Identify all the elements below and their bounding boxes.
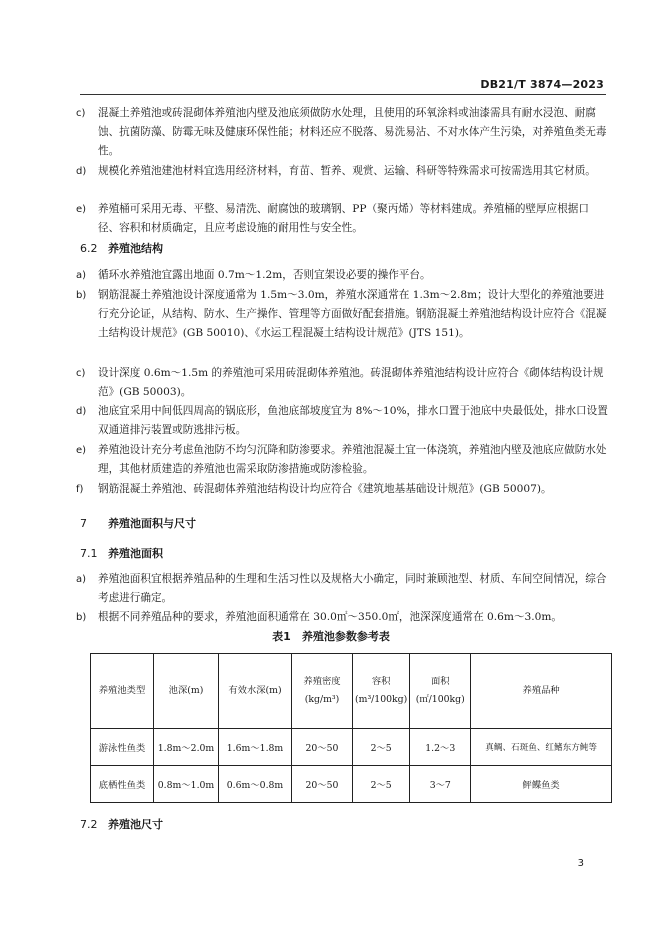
table-cell: 1.8m～2.0m bbox=[154, 729, 219, 766]
list-item bbox=[76, 266, 610, 285]
header-cell bbox=[410, 654, 471, 729]
table-caption: 表1 养殖池参数参考表 bbox=[272, 630, 390, 643]
item-label: e) bbox=[76, 204, 87, 215]
header-text: 养殖密度 bbox=[303, 676, 341, 687]
section-title: 养殖池面积与尺寸 bbox=[108, 517, 196, 530]
header-text: 池深(m) bbox=[168, 685, 204, 696]
header-cell bbox=[154, 654, 219, 729]
list-item bbox=[76, 441, 610, 479]
header-rule bbox=[80, 94, 606, 95]
table-cell: 0.6m～0.8m bbox=[219, 766, 292, 803]
table-cell: 1.2～3 bbox=[410, 729, 471, 766]
item-text: 循环水养殖池宜露出地面 0.7m～1.2m，否则宜架设必要的操作平台。 bbox=[98, 269, 431, 281]
list-item bbox=[76, 364, 610, 402]
list-item bbox=[76, 200, 610, 238]
header-unit: (kg/m³) bbox=[304, 694, 340, 705]
header-cell bbox=[471, 654, 612, 729]
item-label: c) bbox=[76, 368, 86, 379]
table-cell: 0.8m～1.0m bbox=[154, 766, 219, 803]
item-label: b) bbox=[76, 290, 87, 301]
item-label: f) bbox=[76, 484, 84, 495]
table-header-row bbox=[91, 654, 612, 729]
table-cell: 2～5 bbox=[353, 766, 410, 803]
item-text: 混凝土养殖池或砖混砌体养殖池内壁及池底须做防水处理，且使用的环氧涂料或油漆需具有耐水浸泡、耐腐蚀、抗菌防藻、防霉无味及健康环保性能；材料还应不脱落、易洗易沾、不对水体产生污染，对养殖鱼类无毒性。 bbox=[98, 107, 607, 157]
header-text: 养殖品种 bbox=[522, 685, 560, 696]
table-cell: 游泳性鱼类 bbox=[91, 729, 154, 766]
section-heading-7 bbox=[80, 515, 196, 531]
section-number: 7 bbox=[80, 517, 87, 530]
item-label: b) bbox=[76, 612, 87, 623]
section-title: 养殖池尺寸 bbox=[108, 818, 163, 831]
table-cell: 3～7 bbox=[410, 766, 471, 803]
table-cell: 真鲷、石斑鱼、红鳍东方鲀等 bbox=[471, 729, 612, 766]
item-text: 池底宜采用中间低四周高的锅底形，鱼池底部坡度宜为 8%～10%，排水口置于池底中央最低处，排水口设置双通道排污装置或防逃排污板。 bbox=[98, 405, 608, 436]
table-row bbox=[91, 729, 612, 766]
list-item bbox=[76, 286, 610, 343]
params-table bbox=[90, 653, 612, 803]
list-item bbox=[76, 402, 610, 440]
item-text: 钢筋混凝土养殖池设计深度通常为 1.5m～3.0m，养殖水深通常在 1.3m～2.8m；设计大型化的养殖池要进行充分论证，从结构、防水、生产操作、管理等方面做好配套措施。钢筋混凝土养殖池结构设计应符合《混凝土结构设计规范》(GB 50010)、《水运工程混凝土结构设计规范》(JTS 151)。 bbox=[98, 289, 607, 339]
list-item bbox=[76, 162, 610, 181]
section-number: 6.2 bbox=[80, 242, 98, 255]
header-cell bbox=[353, 654, 410, 729]
table-cell: 1.6m～1.8m bbox=[219, 729, 292, 766]
section-title: 养殖池面积 bbox=[108, 547, 163, 560]
header-text: 面积 bbox=[430, 676, 450, 687]
header-unit: (m³/100kg) bbox=[355, 694, 408, 705]
header-cell bbox=[219, 654, 292, 729]
section-heading-7-1 bbox=[80, 545, 163, 561]
table-cell: 20～50 bbox=[292, 729, 353, 766]
item-text: 养殖桶可采用无毒、平整、易清洗、耐腐蚀的玻璃钢、PP（聚丙烯）等材料建成。养殖桶的壁厚应根据口径、容积和材质确定，且应考虑设施的耐用性与安全性。 bbox=[98, 203, 589, 234]
section-heading-6-2 bbox=[80, 240, 163, 256]
list-item bbox=[76, 104, 610, 161]
header-text: 有效水深(m) bbox=[228, 685, 282, 696]
section-number: 7.2 bbox=[80, 818, 98, 831]
item-text: 钢筋混凝土养殖池、砖混砌体养殖池结构设计均应符合《建筑地基基础设计规范》(GB 50007)。 bbox=[98, 483, 552, 495]
table-cell: 鲆鲽鱼类 bbox=[471, 766, 612, 803]
header-cell bbox=[292, 654, 353, 729]
header-unit: (㎡/100kg) bbox=[415, 694, 465, 705]
item-text: 设计深度 0.6m～1.5m 的养殖池可采用砖混砌体养殖池。砖混砌体养殖池结构设计应符合《砌体结构设计规范》(GB 50003)。 bbox=[98, 367, 604, 398]
item-label: c) bbox=[76, 108, 86, 119]
table-row bbox=[91, 766, 612, 803]
item-label: a) bbox=[76, 270, 87, 281]
doc-code-header: DB21/T 3874—2023 bbox=[480, 78, 604, 91]
table-cell: 2～5 bbox=[353, 729, 410, 766]
section-heading-7-2 bbox=[80, 816, 163, 832]
header-cell bbox=[91, 654, 154, 729]
item-text: 根据不同养殖品种的要求，养殖池面积通常在 30.0㎡～350.0㎡，池深深度通常在 0.6m～3.0m。 bbox=[98, 611, 563, 623]
list-item bbox=[76, 570, 610, 608]
header-text: 养殖池类型 bbox=[98, 685, 146, 696]
header-text: 容积 bbox=[371, 676, 391, 687]
section-title: 养殖池结构 bbox=[108, 242, 163, 255]
list-item bbox=[76, 480, 610, 499]
list-item bbox=[76, 608, 610, 627]
item-text: 养殖池设计充分考虑鱼池防不均匀沉降和防渗要求。养殖池混凝土宜一体浇筑，养殖池内壁及池底应做防水处理，其他材质建造的养殖池也需采取防渗措施或防渗检验。 bbox=[98, 444, 607, 475]
item-label: a) bbox=[76, 574, 87, 585]
item-text: 规模化养殖池建池材料宜选用经济材料，育苗、暂养、观赏、运输、科研等特殊需求可按需选用其它材质。 bbox=[98, 165, 596, 177]
table-cell: 底栖性鱼类 bbox=[91, 766, 154, 803]
section-number: 7.1 bbox=[80, 547, 98, 560]
item-label: d) bbox=[76, 406, 87, 417]
item-text: 养殖池面积宜根据养殖品种的生理和生活习性以及规格大小确定，同时兼顾池型、材质、车间空间情况，综合考虑进行确定。 bbox=[98, 573, 607, 604]
item-label: e) bbox=[76, 445, 87, 456]
item-label: d) bbox=[76, 166, 87, 177]
page-number: 3 bbox=[577, 858, 584, 869]
table-cell: 20～50 bbox=[292, 766, 353, 803]
